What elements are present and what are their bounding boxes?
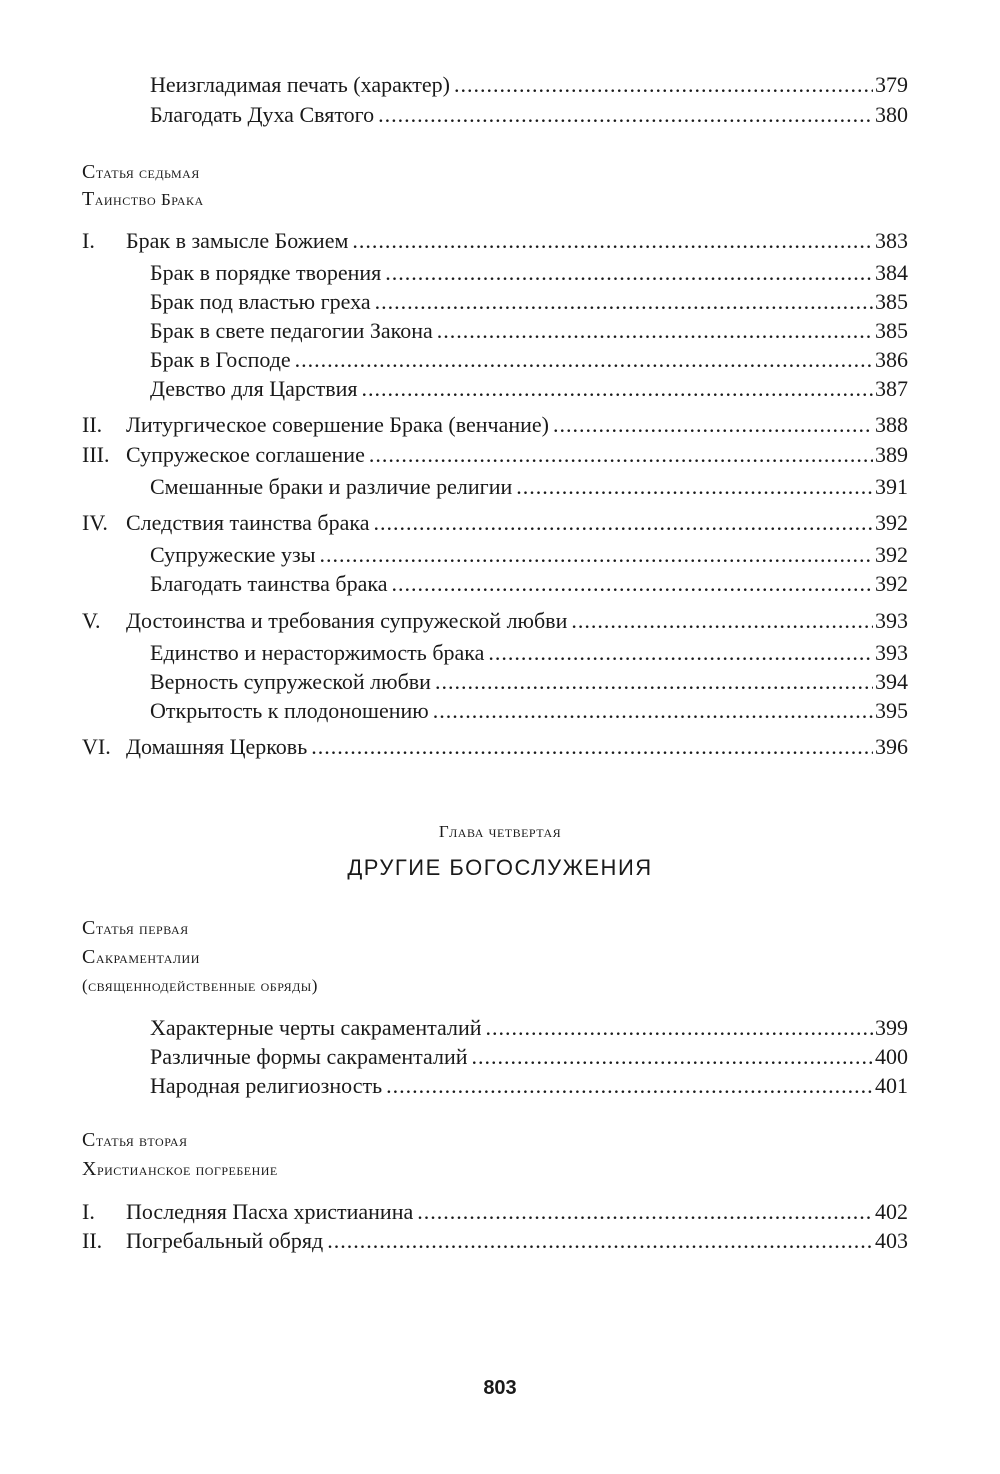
- entry-number: VI.: [82, 734, 111, 759]
- dot-leader: [486, 1013, 873, 1043]
- entry-title: Неизгладимая печать (характер): [150, 72, 450, 97]
- toc-entry: [106, 345, 908, 375]
- entry-page: 392: [875, 542, 908, 567]
- toc-entry: [106, 374, 908, 404]
- entry-title: Брак в Господе: [150, 347, 291, 372]
- entry-page: 385: [875, 289, 908, 314]
- entry-page: 401: [875, 1073, 908, 1098]
- entry-page: 386: [875, 347, 908, 372]
- entry-title: Литургическое совершение Брака (венчание): [126, 412, 549, 437]
- toc-entry: [82, 410, 908, 440]
- dot-leader: [553, 410, 873, 440]
- entry-number: II.: [82, 1228, 103, 1253]
- article-title: Таинство Брака: [82, 188, 204, 210]
- dot-leader: [391, 569, 873, 599]
- dot-leader: [516, 472, 873, 502]
- entry-page: 402: [875, 1199, 908, 1224]
- entry-page: 383: [875, 228, 908, 253]
- dot-leader: [327, 1226, 873, 1256]
- entry-title: Брак в замысле Божием: [126, 228, 349, 253]
- dot-leader: [571, 606, 873, 636]
- entry-page: 387: [875, 376, 908, 401]
- dot-leader: [385, 258, 873, 288]
- toc-entry: [106, 1013, 908, 1043]
- toc-entry: [106, 316, 908, 346]
- entry-title: Домашняя Церковь: [126, 734, 308, 759]
- entry-title: Достоинства и требования супружеской любви: [126, 608, 568, 633]
- entry-number: V.: [82, 608, 101, 633]
- toc-entry: [82, 1226, 908, 1256]
- toc-entry: [106, 1042, 908, 1072]
- entry-page: 394: [875, 669, 908, 694]
- entry-page: 403: [875, 1228, 908, 1253]
- entry-title: Верность супружеской любви: [150, 669, 431, 694]
- toc-entry: [106, 638, 908, 668]
- toc-entry: [82, 226, 908, 256]
- dot-leader: [320, 540, 873, 570]
- entry-number: II.: [82, 412, 103, 437]
- entry-number: III.: [82, 442, 110, 467]
- entry-page: 388: [875, 412, 908, 437]
- toc-entry: [106, 472, 908, 502]
- chapter-label: Глава четвертая: [438, 822, 562, 841]
- entry-number: IV.: [82, 510, 108, 535]
- entry-title: Погребальный обряд: [126, 1228, 324, 1253]
- toc-entry: [106, 1071, 908, 1101]
- entry-number: I.: [82, 228, 95, 253]
- dot-leader: [488, 638, 873, 668]
- toc-entry: [106, 70, 908, 100]
- article-label: Статья седьмая: [82, 161, 200, 183]
- entry-page: 399: [875, 1015, 908, 1040]
- entry-number: I.: [82, 1199, 95, 1224]
- toc-entry: [82, 1197, 908, 1227]
- dot-leader: [433, 696, 873, 726]
- toc-entry: [82, 732, 908, 762]
- dot-leader: [369, 440, 873, 470]
- entry-page: 396: [875, 734, 908, 759]
- entry-page: 393: [875, 640, 908, 665]
- entry-title: Единство и нерасторжимость брака: [150, 640, 485, 665]
- article-label: Статья первая: [82, 917, 189, 939]
- entry-title: Благодать Духа Святого: [150, 102, 375, 127]
- article-title: Христианское погребение: [82, 1158, 278, 1180]
- entry-title: Следствия таинства брака: [126, 510, 370, 535]
- dot-leader: [311, 732, 873, 762]
- entry-page: 391: [875, 474, 908, 499]
- entry-page: 393: [875, 608, 908, 633]
- article-title: Сакраменталии: [82, 946, 200, 968]
- article-label: Статья вторая: [82, 1129, 188, 1151]
- entry-page: 384: [875, 260, 908, 285]
- dot-leader: [454, 70, 873, 100]
- entry-title: Характерные черты сакраменталий: [150, 1015, 482, 1040]
- toc-entry: [106, 569, 908, 599]
- chapter-title: ДРУГИЕ БОГОСЛУЖЕНИЯ: [347, 855, 653, 880]
- entry-title: Последняя Пасха христианина: [126, 1199, 414, 1224]
- dot-leader: [352, 226, 873, 256]
- entry-title: Девство для Царствия: [150, 376, 358, 401]
- entry-title: Открытость к плодоношению: [150, 698, 429, 723]
- entry-title: Различные формы сакраменталий: [150, 1044, 468, 1069]
- toc-entry: [82, 508, 908, 538]
- dot-leader: [295, 345, 873, 375]
- article-subtitle: (священнодейственные обряды): [82, 976, 318, 995]
- toc-entry: [106, 287, 908, 317]
- entry-title: Народная религиозность: [150, 1073, 383, 1098]
- toc-entry: [106, 696, 908, 726]
- entry-page: 385: [875, 318, 908, 343]
- dot-leader: [437, 316, 873, 346]
- entry-page: 380: [875, 102, 908, 127]
- entry-page: 400: [875, 1044, 908, 1069]
- entry-title: Благодать таинства брака: [150, 571, 388, 596]
- entry-title: Смешанные браки и различие религии: [150, 474, 513, 499]
- toc-entry: [82, 606, 908, 636]
- entry-title: Брак под властью греха: [150, 289, 371, 314]
- entry-page: 392: [875, 571, 908, 596]
- dot-leader: [435, 667, 873, 697]
- toc-entry: [106, 100, 908, 130]
- dot-leader: [362, 374, 873, 404]
- dot-leader: [386, 1071, 873, 1101]
- dot-leader: [375, 287, 873, 317]
- toc-entry: [106, 540, 908, 570]
- dot-leader: [472, 1042, 873, 1072]
- entry-title: Брак в свете педагогии Закона: [150, 318, 433, 343]
- entry-title: Супружеское соглашение: [126, 442, 365, 467]
- dot-leader: [417, 1197, 873, 1227]
- entry-title: Супружеские узы: [150, 542, 316, 567]
- toc-entry: [106, 258, 908, 288]
- entry-page: 379: [875, 72, 908, 97]
- dot-leader: [378, 100, 873, 130]
- page-number: 803: [483, 1377, 517, 1399]
- toc-entry: [106, 667, 908, 697]
- entry-page: 389: [875, 442, 908, 467]
- entry-page: 392: [875, 510, 908, 535]
- toc-entry: [82, 440, 908, 470]
- entry-title: Брак в порядке творения: [150, 260, 382, 285]
- entry-page: 395: [875, 698, 908, 723]
- dot-leader: [374, 508, 874, 538]
